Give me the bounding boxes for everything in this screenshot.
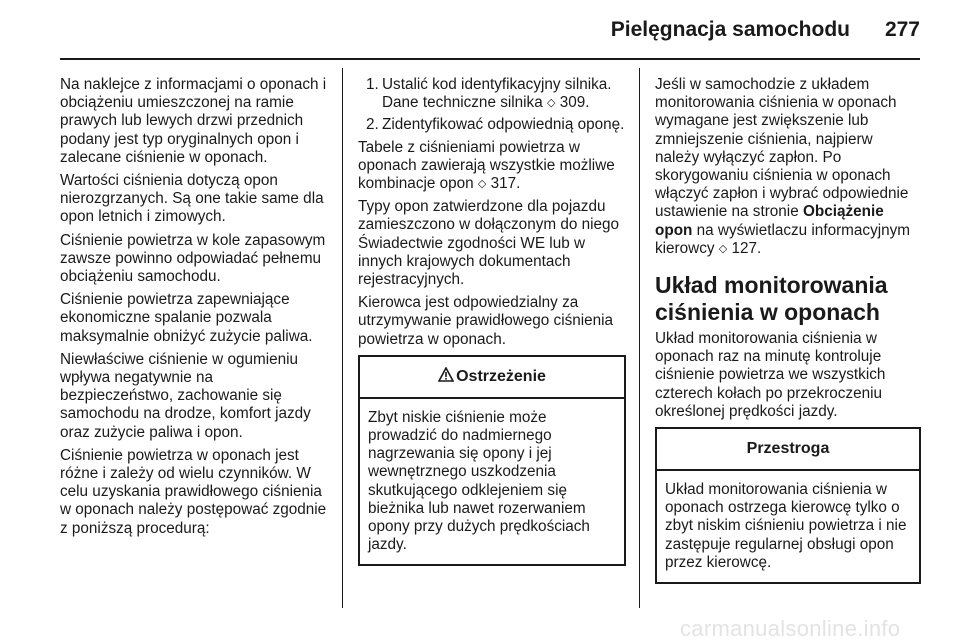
caution-box [655,427,921,584]
paragraph-text: Jeśli w samochodzie z układem monitorowania ciśnienia w oponach wymagane jest zwiększenie lub zmniejszenie ciśnienia, najpierw należy wyłączyć zapłon. Po skorygowaniu ciśnienia w oponach włączyć zapłon i wybrać odpowiednie ustawienie na stronie [655,76,909,221]
page-reference-arrow-icon[interactable]: ◇ [718,242,728,255]
page-title: Pielęgnacja samochodu [610,18,850,41]
warning-title: Ostrzeżenie [456,367,546,385]
paragraph: Ciśnienie powietrza w kole zapasowym zawsze powinno odpowiadać pełnemu obciążeniu samochodu. [60,231,326,286]
paragraph: Typy opon zatwierdzone dla pojazdu zamieszczono w dołączonym do niego Świadectwie zgodności WE lub w innych krajowych dokumentach rejestracyjnych. [358,198,620,289]
procedure-list [358,76,626,135]
warning-header [360,357,624,399]
caution-header [657,429,919,471]
section-heading: Układ monitorowania ciśnienia w oponach [655,272,888,326]
column-right [655,76,921,584]
page-reference[interactable]: 317. [490,175,521,193]
page-reference-arrow-icon[interactable]: ◇ [477,178,487,191]
list-item [358,76,626,112]
column-middle [358,76,626,566]
paragraph: Ciśnienie powietrza w oponach jest różne i zależy od wielu czynników. W celu uzyskania prawidłowego ciśnienia w oponach należy postępować zgodnie z poniższą procedurą: [60,446,327,537]
paragraph: Ciśnienie powietrza zapewniające ekonomiczne spalanie pozwala maksymalnie obniżyć zużycie paliwa. [60,291,313,345]
page-header [0,0,960,60]
paragraph: Kierowca jest odpowiedzialny za utrzymywanie prawidłowego ciśnienia powietrza w oponach. [358,294,614,348]
column-left [60,76,330,543]
paragraph [655,76,921,258]
page-number: 277 [884,18,920,41]
paragraph: Wartości ciśnienia dotyczą opon nierozgrzanych. Są one takie same dla opon letnich i zimowych. [60,172,324,226]
paragraph: Na naklejce z informacjami o oponach i obciążeniu umieszczonej na ramie prawych lub lewych drzwi przednich podany jest typ oryginalnych opon i zalecane ciśnienie w oponach. [60,76,327,166]
warning-box [358,355,626,567]
page-reference-arrow-icon[interactable]: ◇ [546,97,556,110]
warning-triangle-icon [438,367,454,387]
header-divider [60,58,920,60]
paragraph: Niewłaściwe ciśnienie w ogumieniu wpływa negatywnie na bezpieczeństwo, zachowanie się samochodu na drodze, komfort jazdy oraz zużycie paliwa i opon. [60,350,311,441]
paragraph-text: na wyświetlaczu informacyjnym kierowcy [655,221,911,257]
column-divider-left [342,68,343,608]
paragraph [358,139,626,194]
page-reference[interactable]: 127. [731,239,762,257]
caution-title: Przestroga [746,439,830,457]
list-text: Ustalić kod identyfikacyjny silnika. Dane techniczne silnika [382,76,612,112]
list-text: Zidentyfikować odpowiednią oponę. [382,116,625,134]
watermark: carmanualsonline.info [680,616,901,641]
warning-body: Zbyt niskie ciśnienie może prowadzić do nadmiernego nagrzewania się opony i jej wewnętrznego uszkodzenia skutkującego odklejeniem się bieżnika lub nawet rozerwaniem opony przy dużych prędkościach jazdy. [368,408,590,554]
caution-body: Układ monitorowania ciśnienia w oponach ostrzega kierowcę tylko o zbyt niskim ciśnieniu powietrza i nie zastępuje regularnej obsługi opon przez kierowcę. [665,481,907,571]
menu-setting-name: Obciążenie opon [655,203,884,239]
list-number: 2. [366,116,379,134]
page-reference[interactable]: 309. [559,94,590,112]
list-number: 1. [366,76,379,93]
paragraph: Układ monitorowania ciśnienia w oponach raz na minutę kontroluje ciśnienie powietrza we wszystkich czterech kołach po przekroczeniu określonej prędkości jazdy. [655,330,886,420]
list-item [358,116,626,134]
column-divider-right [639,68,640,608]
paragraph-text: Tabele z ciśnieniami powietrza w oponach zawierają wszystkie możliwe kombinacje opon [358,138,615,193]
